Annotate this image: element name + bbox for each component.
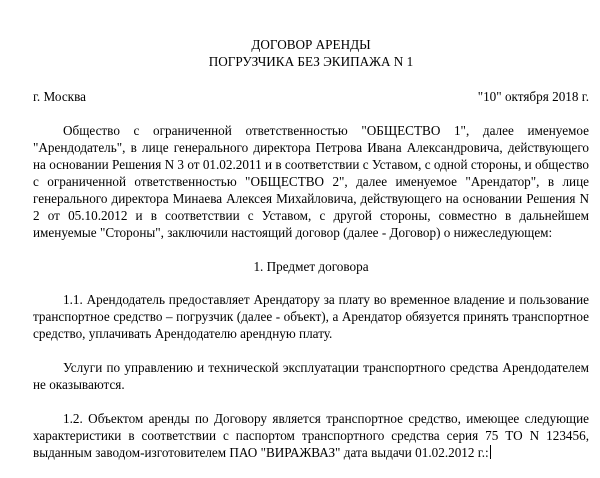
clause-1-2-text: 1.2. Объектом аренды по Договору является транспортное средство, имеющее следующие характеристики в соответствии с паспортом транспортного средства серия 75 ТО N 123456, выданным заводом-изготовителем ПАО "ВИРАЖВАЗ" дата выдачи 01.02.2012 г.: [33, 411, 589, 460]
contract-date: "10" октября 2018 г. [477, 89, 589, 104]
intro-paragraph: Общество с ограниченной ответственностью "ОБЩЕСТВО 1", далее именуемое "Арендодатель", в лице генерального директора Петрова Ивана Александровича, действующего на основании Решения N 3 от 01.02.2011 и в соответствии с Уставом, с одной стороны, и общество с ограниченной ответственностью "ОБЩЕСТВО 2", далее именуемое "Арендатор", в лице генерального директора Минаева Алексея Михайловича, действующего на основании Решения N 2 от 05.10.2012 и в соответствии с Уставом, с другой стороны, совместно в дальнейшем именуемые "Стороны", заключили настоящий договор (далее - Договор) о нижеследующем: [33, 123, 589, 240]
document-body [33, 36, 589, 461]
title-line-2: ПОГРУЗЧИКА БЕЗ ЭКИПАЖА N 1 [208, 54, 414, 69]
document-title [33, 36, 589, 70]
services-note: Услуги по управлению и технической эксплуатации транспортного средства Арендодателем не оказываются. [33, 360, 589, 392]
clause-1-1: 1.1. Арендодатель предоставляет Арендатору за плату во временное владение и пользование транспортное средство – погрузчик (далее - объект), а Арендатор обязуется принять транспортное средство, уплачивать Арендодателю арендную плату. [33, 292, 589, 341]
clause-1-2[interactable] [33, 410, 589, 461]
section-heading-subject: 1. Предмет договора [253, 259, 369, 274]
text-cursor [490, 445, 491, 459]
contract-city: г. Москва [33, 89, 86, 104]
title-line-1: ДОГОВОР АРЕНДЫ [251, 37, 371, 52]
place-date-row [33, 88, 589, 105]
